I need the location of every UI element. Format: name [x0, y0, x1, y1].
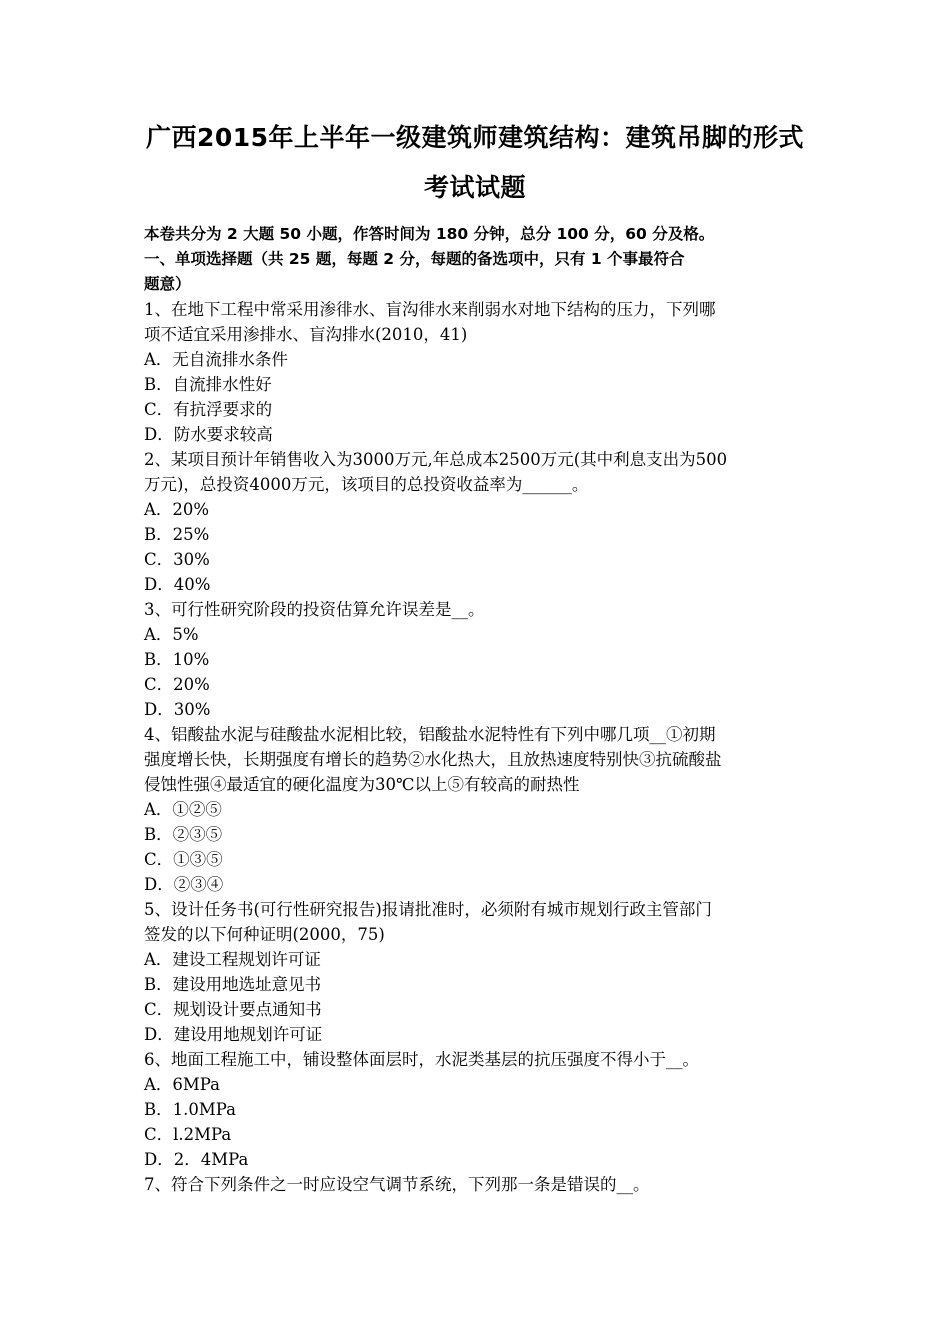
- answer-option: A．5%: [144, 625, 199, 644]
- question-block: [144, 447, 814, 597]
- question-text-line: 6、地面工程施工中，铺设整体面层时，水泥类基层的抗压强度不得小于__。: [144, 1050, 699, 1069]
- question-block: [144, 1047, 814, 1172]
- question-text-line: 强度增长快，长期强度有增长的趋势②水化热大，且放热速度特别快③抗硫酸盐: [144, 750, 722, 769]
- answer-option: A．6MPa: [144, 1075, 221, 1094]
- question-text-line: 5、设计任务书(可行性研究报告)报请批准时，必须附有城市规划行政主管部门: [144, 900, 712, 919]
- question-text-line: 4、铝酸盐水泥与硅酸盐水泥相比较，铝酸盐水泥特性有下列中哪几项__①初期: [144, 725, 716, 744]
- document-body: [144, 222, 814, 1197]
- answer-option: D．2．4MPa: [144, 1150, 249, 1169]
- answer-option: C．①③⑤: [144, 850, 223, 869]
- answer-option: A．建设工程规划许可证: [144, 950, 321, 969]
- answer-option: C．规划设计要点通知书: [144, 1000, 322, 1019]
- question-block: [144, 722, 814, 897]
- answer-option: B．25%: [144, 525, 210, 544]
- question-block: [144, 297, 814, 447]
- answer-option: B．10%: [144, 650, 210, 669]
- answer-option: B．建设用地选址意见书: [144, 975, 322, 994]
- answer-option: D．40%: [144, 575, 211, 594]
- question-text-line: 签发的以下何种证明(2000，75): [144, 925, 385, 944]
- answer-option: C．30%: [144, 550, 210, 569]
- question-text-line: 项不适宜采用渗排水、盲沟排水(2010，41): [144, 325, 468, 344]
- answer-option: B．②③⑤: [144, 825, 223, 844]
- exam-intro: 本卷共分为 2 大题 50 小题，作答时间为 180 分钟，总分 100 分，60 分及格。: [144, 225, 715, 243]
- question-list: [144, 297, 814, 1197]
- document-title-line-1: 广西2015年上半年一级建筑师建筑结构：建筑吊脚的形式: [145, 123, 805, 152]
- answer-option: B．1.0MPa: [144, 1100, 236, 1119]
- question-text-line: 3、可行性研究阶段的投资估算允许误差是__。: [144, 600, 485, 619]
- answer-option: A．20%: [144, 500, 210, 519]
- document-title-line-2: 考试试题: [423, 173, 526, 202]
- section-heading-line-2: 题意）: [144, 275, 191, 293]
- answer-option: D．防水要求较高: [144, 425, 273, 444]
- question-text-line: 侵蚀性强④最适宜的硬化温度为30℃以上⑤有较高的耐热性: [144, 775, 580, 794]
- question-block: [144, 897, 814, 1047]
- section-heading-line-1: 一、单项选择题（共 25 题，每题 2 分，每题的备选项中，只有 1 个事最符合: [144, 250, 685, 268]
- answer-option: C．l.2MPa: [144, 1125, 232, 1144]
- answer-option: B．自流排水性好: [144, 375, 272, 394]
- question-text-line: 1、在地下工程中常采用渗徘水、盲沟徘水来削弱水对地下结构的压力，下列哪: [144, 300, 716, 319]
- answer-option: C．有抗浮要求的: [144, 400, 273, 419]
- answer-option: D．建设用地规划许可证: [144, 1025, 323, 1044]
- answer-option: A．①②⑤: [144, 800, 222, 819]
- answer-option: D．②③④: [144, 875, 224, 894]
- question-text-line: 万元)，总投资4000万元，该项目的总投资收益率为______。: [144, 475, 589, 494]
- question-block: [144, 597, 814, 722]
- question-block: [144, 1172, 814, 1197]
- question-text-line: 7、符合下列条件之一时应设空气调节系统，下列那一条是错误的__。: [144, 1175, 650, 1194]
- answer-option: D．30%: [144, 700, 211, 719]
- answer-option: A．无自流排水条件: [144, 350, 288, 369]
- answer-option: C．20%: [144, 675, 210, 694]
- question-text-line: 2、某项目预计年销售收入为3000万元,年总成本2500万元(其中利息支出为500: [144, 450, 728, 469]
